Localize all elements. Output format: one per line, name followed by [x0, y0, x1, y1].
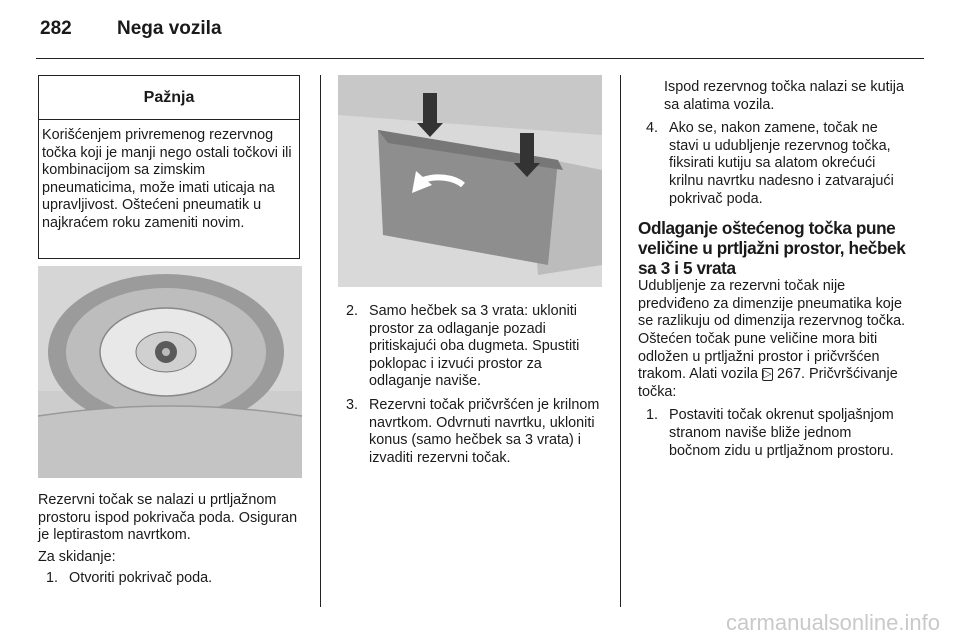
column-divider-1: [320, 75, 321, 607]
column-2-text: [338, 303, 604, 473]
storage-compartment-illustration: [338, 75, 602, 287]
steps-list-2: [346, 303, 604, 467]
paragraph-wheel-location: Rezervni točak se nalazi u prtljažnom prostoru ispod pokrivača poda. Osiguran je leptirastom navrtkom.: [38, 492, 298, 544]
steps-list-4: [646, 407, 906, 460]
paragraph-recess: Udubljenje za rezervni točak nije predviđeno za dimenzije pneumatika koje se razlikuju od dimenzija rezervnog točka. Oštećen točak pune veličine mora biti odložen u prtljažni prostor i pričvršćen trakom. Alati vozila ▷ 267. Pričvršćivanje točka:: [638, 278, 906, 400]
paragraph-removal: Za skidanje:: [38, 548, 116, 565]
paragraph-toolbox: Ispod rezervnog točka nalazi se kutija sa alatima vozila.: [664, 79, 904, 113]
page-title: Nega vozila: [116, 18, 222, 39]
list-item: 3. Rezervni točak pričvršćen je krilnom navrtkom. Odvrnuti navrtku, ukloniti konus (samo hečbek sa 3 vrata) i izvaditi rezervni točak.: [346, 396, 600, 466]
steps-list-1: [46, 570, 302, 588]
list-item: 1. Postaviti točak okrenut spoljašnjom stranom naviše bliže jednom bočnom zidu u prtljažnom prostoru.: [646, 407, 894, 459]
page-header: [40, 18, 222, 40]
column-divider-2: [620, 75, 621, 607]
section-heading: Odlaganje oštećenog točka pune veličine u prtljažni prostor, hečbek sa 3 i 5 vrata: [638, 218, 906, 279]
page-number: 282: [40, 18, 72, 39]
spare-wheel-illustration: [38, 266, 302, 478]
warning-box: [38, 75, 300, 259]
column-1-text: [38, 492, 302, 594]
list-item: 2. Samo hečbek sa 3 vrata: ukloniti prostor za odlaganje pozadi pritiskajući oba dugmeta. Spustiti poklopac i izvući prostor za odlaganje naviše.: [346, 303, 580, 390]
header-rule: [36, 58, 924, 59]
column-3-text: [638, 79, 906, 466]
steps-list-3: [646, 120, 906, 208]
watermark: carmanualsonline.info: [725, 610, 940, 635]
reference-arrow-icon: ▷: [763, 368, 772, 381]
list-item: 1. Otvoriti pokrivač poda.: [46, 570, 213, 587]
list-item: 4. Ako se, nakon zamene, točak ne stavi u udubljenje rezervnog točka, fiksirati kutiju sa alatom okrećući krilnu navrtku nadesno i zatvarajući pokrivač poda.: [646, 120, 894, 207]
warning-text: Korišćenjem privremenog rezervnog točka koji je manji nego ostali točkovi ili kombinacijom sa zimskim pneumaticima, može imati uticaja na upravljivost. Oštećeni pneumatik u najkraćem roku zameniti novim.: [42, 127, 292, 231]
warning-title: Pažnja: [39, 76, 299, 120]
